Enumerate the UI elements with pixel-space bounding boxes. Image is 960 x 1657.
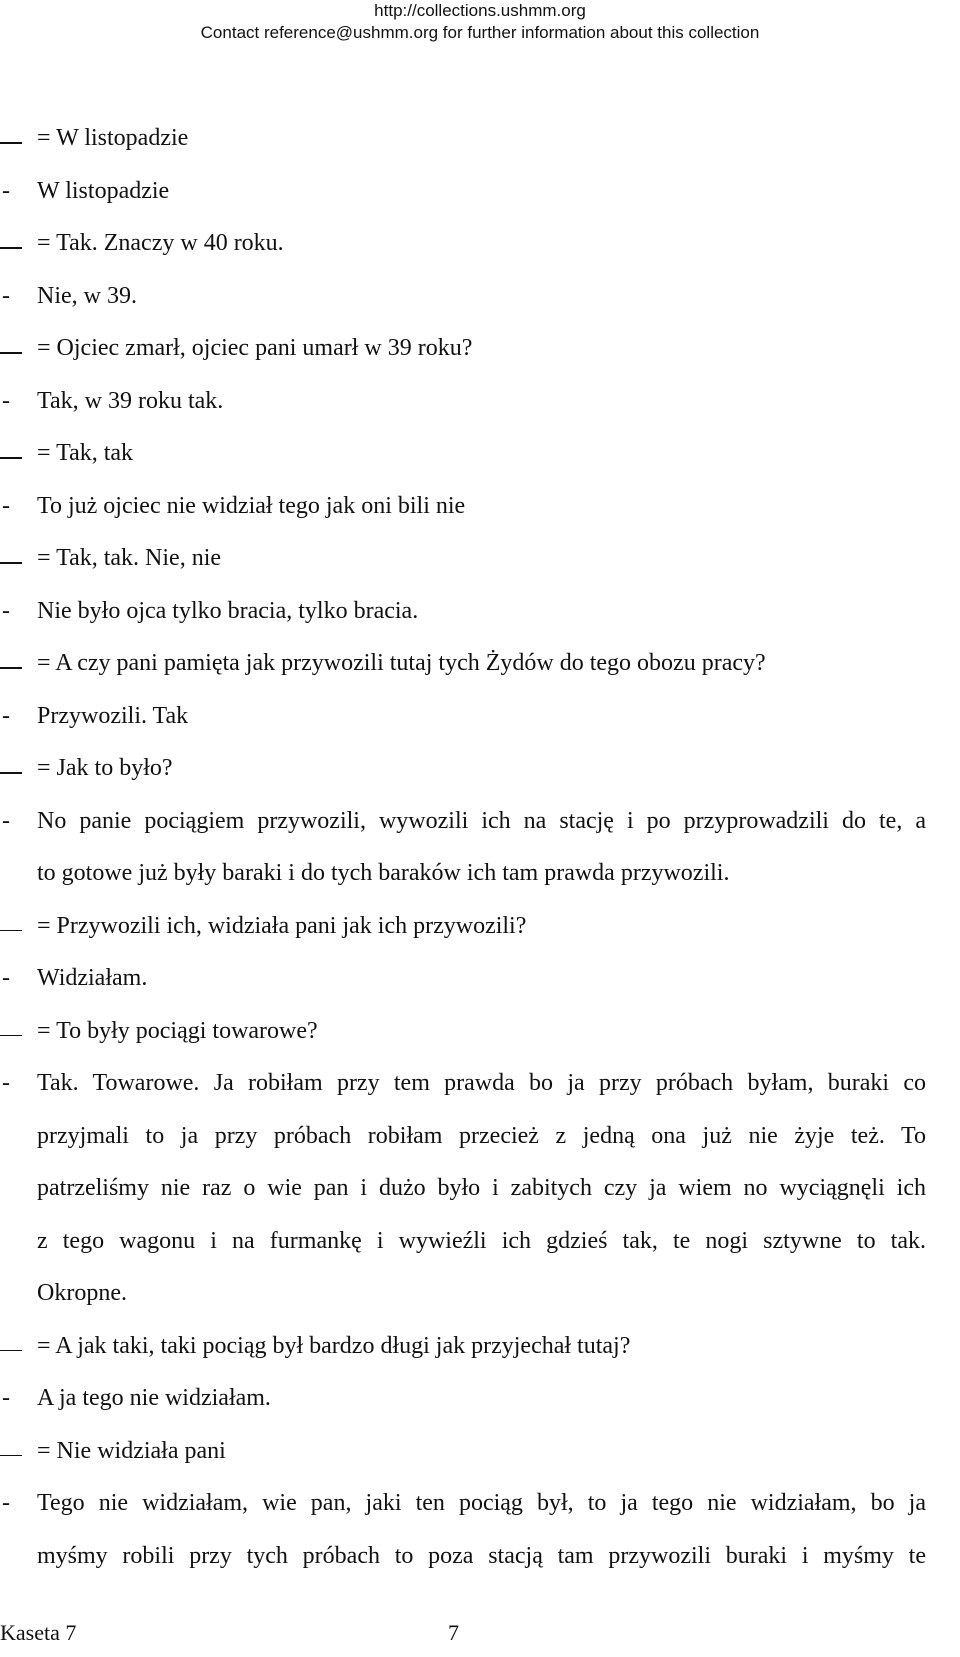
transcript-line	[0, 1009, 926, 1062]
transcript-line	[0, 746, 926, 799]
collection-header	[0, 0, 960, 44]
transcript-text: A ja tego nie widziałam.	[37, 1385, 271, 1411]
transcript-line	[0, 1429, 926, 1482]
transcript-text: = A jak taki, taki pociąg był bardzo długi jak przyjechał tutaj?	[37, 1332, 631, 1359]
transcript-line	[0, 904, 926, 957]
transcript-line	[0, 431, 926, 484]
transcript-line	[0, 1219, 926, 1272]
transcript-line	[0, 221, 926, 274]
transcript-text: to gotowe już były baraki i do tych baraków ich tam prawda przywozili.	[37, 860, 730, 886]
transcript-line	[0, 1324, 926, 1377]
transcript-line	[0, 1481, 926, 1534]
transcript-line	[0, 641, 926, 694]
transcript-text: Tak, w 39 roku tak.	[37, 387, 224, 414]
transcript-line	[0, 484, 926, 537]
transcript-text: = Jak to było?	[37, 755, 173, 781]
transcript-line	[0, 1271, 926, 1324]
transcript-line	[0, 326, 926, 379]
page-number: 7	[448, 1620, 459, 1645]
transcript-line	[0, 589, 926, 642]
transcript-text: = Przywozili ich, widziała pani jak ich przywozili?	[37, 912, 527, 939]
transcript-text: No panie pociągiem przywozili, wywozili ich na stację i po przyprowadzili do te, a	[37, 807, 926, 834]
transcript-line	[0, 956, 926, 1009]
transcript-line	[0, 851, 926, 904]
transcript-text: patrzeliśmy nie raz o wie pan i dużo było i zabitych czy ja wiem no wyciągnęli ich	[37, 1175, 926, 1201]
transcript-line	[0, 1376, 926, 1429]
transcript-text: Nie było ojca tylko bracia, tylko bracia.	[37, 597, 419, 624]
transcript-text: = W listopadzie	[37, 125, 189, 151]
transcript-text: Nie, w 39.	[37, 282, 137, 309]
transcript-text: = Nie widziała pani	[37, 1437, 226, 1464]
transcript-text: W listopadzie	[37, 177, 170, 204]
transcript-line	[0, 1534, 926, 1587]
transcript-text: Okropne.	[37, 1280, 127, 1306]
transcript-line	[0, 1061, 926, 1114]
transcript-text: = Ojciec zmarł, ojciec pani umarł w 39 roku?	[37, 335, 473, 361]
cassette-label: Kaseta 7	[0, 1620, 77, 1645]
transcript-text: = Tak, tak	[37, 440, 134, 466]
transcript-text: To już ojciec nie widział tego jak oni bili nie	[37, 492, 466, 519]
transcript-text: myśmy robili przy tych próbach to poza stacją tam przywozili buraki i myśmy te	[37, 1542, 926, 1569]
transcript-text: z tego wagonu i na furmankę i wywieźli ich gdzieś tak, te nogi sztywne to tak.	[37, 1227, 926, 1254]
transcript-line	[0, 536, 926, 589]
transcript-line	[0, 1114, 926, 1167]
contact-notice: Contact reference@ushmm.org for further information about this collection	[200, 23, 760, 42]
transcript-text: Tak. Towarowe. Ja robiłam przy tem prawda bo ja przy próbach byłam, buraki co	[37, 1070, 926, 1096]
transcript-text: = Tak, tak. Nie, nie	[37, 545, 222, 571]
transcript-line	[0, 116, 926, 169]
transcript-text: Przywozili. Tak	[37, 702, 189, 729]
transcript-body	[0, 116, 926, 1586]
transcript-line	[0, 1166, 926, 1219]
transcript-text: Widziałam.	[37, 965, 148, 991]
transcript-text: = To były pociągi towarowe?	[37, 1017, 318, 1044]
collection-url: http://collections.ushmm.org	[374, 1, 586, 20]
transcript-line	[0, 799, 926, 852]
transcript-text: = Tak. Znaczy w 40 roku.	[37, 230, 284, 256]
transcript-text: = A czy pani pamięta jak przywozili tutaj tych Żydów do tego obozu pracy?	[37, 650, 766, 676]
transcript-line	[0, 379, 926, 432]
transcript-line	[0, 169, 926, 222]
transcript-line	[0, 694, 926, 747]
transcript-text: Tego nie widziałam, wie pan, jaki ten pociąg był, to ja tego nie widziałam, bo ja	[37, 1490, 926, 1516]
transcript-line	[0, 274, 926, 327]
transcript-text: przyjmali to ja przy próbach robiłam przecież z jedną ona już nie żyje też. To	[37, 1122, 926, 1149]
